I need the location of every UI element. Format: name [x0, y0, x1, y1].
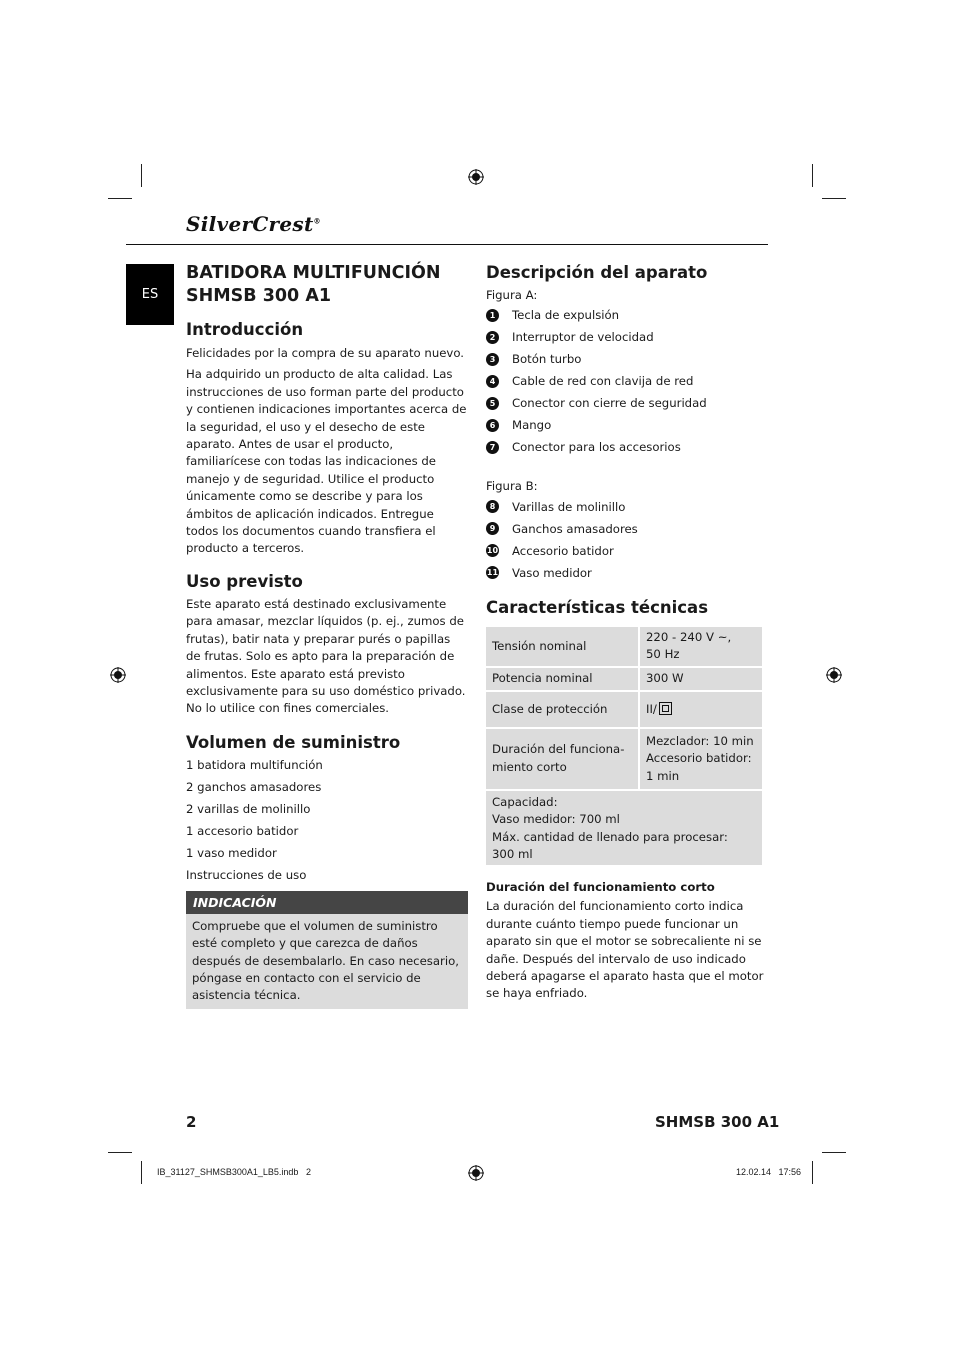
- list-item: [486, 496, 767, 518]
- list-item-label: Tecla de expulsión: [512, 308, 620, 323]
- table-row: [485, 790, 763, 867]
- crop-mark: [822, 1152, 846, 1153]
- number-badge-icon: 3: [486, 353, 499, 366]
- figure-b-label: Figura B:: [486, 479, 538, 494]
- tech-heading: Características técnicas: [486, 597, 709, 617]
- number-badge-icon: 4: [486, 375, 499, 388]
- list-item-label: Conector con cierre de seguridad: [512, 396, 707, 411]
- crop-mark: [108, 198, 132, 199]
- intro-heading: Introducción: [186, 320, 304, 339]
- list-item-label: Cable de red con clavija de red: [512, 374, 694, 389]
- number-badge-icon: 10: [486, 546, 499, 556]
- description-heading: Descripción del aparato: [486, 263, 708, 282]
- list-item-label: Ganchos amasadores: [512, 521, 638, 536]
- list-item-label: Accesorio batidor: [512, 543, 614, 558]
- crop-mark: [141, 1161, 142, 1184]
- list-item: [486, 518, 767, 540]
- list-item: [486, 392, 767, 414]
- spec-value: 220 - 240 V ~, 50 Hz: [639, 626, 763, 667]
- list-item: [486, 370, 767, 392]
- note-box: [186, 891, 468, 1009]
- crop-mark: [141, 164, 142, 187]
- spec-label: Potencia nominal: [485, 667, 639, 691]
- intro-paragraph: Felicidades por la compra de su aparato nuevo.: [186, 346, 464, 360]
- product-title: BATIDORA MULTIFUNCIÓN SHMSB 300 A1: [186, 263, 441, 306]
- table-row: [485, 728, 763, 790]
- spec-table: [484, 625, 764, 868]
- spec-label: Duración del funciona- miento corto: [485, 728, 639, 790]
- table-row: [485, 667, 763, 691]
- list-item: 1 vaso medidor: [186, 845, 277, 860]
- spec-value: Mezclador: 10 min Accesorio batidor: 1 min: [639, 728, 763, 790]
- list-item: [486, 348, 767, 370]
- note-body: [186, 914, 468, 1009]
- short-duration-heading: Duración del funcionamiento corto: [486, 880, 715, 895]
- list-item: 2 ganchos amasadores: [186, 779, 322, 794]
- protection-class-text: II/: [646, 701, 657, 716]
- supply-heading: Volumen de suministro: [186, 732, 401, 752]
- list-item-label: Conector para los accesorios: [512, 440, 681, 455]
- spec-value: 300 W: [639, 667, 763, 691]
- slug-file: IB_31127_SHMSB300A1_LB5.indb 2: [157, 1167, 311, 1177]
- list-item: [486, 562, 767, 584]
- number-badge-icon: 2: [486, 331, 499, 344]
- crop-mark: [822, 198, 846, 199]
- list-item: 2 varillas de molinillo: [186, 801, 311, 816]
- list-item: Instrucciones de uso: [186, 867, 307, 882]
- list-item: 1 batidora multifunción: [186, 757, 323, 772]
- registration-mark-icon: [468, 1165, 484, 1181]
- registration-mark-icon: [110, 667, 126, 683]
- note-heading: INDICACIÓN: [186, 891, 468, 914]
- table-row: [485, 691, 763, 728]
- intro-paragraph: Ha adquirido un producto de alta calidad. Las instrucciones de uso forman parte del producto y contienen indicaciones importantes acerca de la seguridad, el uso y el desecho de este aparato. Antes de usar el producto, familiarícese con todas las indicaciones de manejo y de seguridad. Utilice el producto únicamente como se describe y para los ámbitos de aplicación indicados. Entregue todos los documentos cuando transfiera el producto a terceros.: [186, 367, 467, 556]
- table-row: [485, 626, 763, 667]
- crop-mark: [812, 1161, 813, 1184]
- list-item-label: Interruptor de velocidad: [512, 330, 654, 345]
- number-badge-icon: 6: [486, 419, 499, 432]
- list-item: [486, 304, 767, 326]
- right-column: [486, 262, 767, 1003]
- short-duration-text: La duración del funcionamiento corto indica durante cuánto tiempo puede funcionar un aparato sin que el motor se sobrecaliente ni se dañe. Después del intervalo de uso indicado deberá apagarse el aparato hasta que el motor se haya enfriado.: [486, 899, 764, 1001]
- spec-label: Tensión nominal: [485, 626, 639, 667]
- language-tab: ES: [126, 264, 174, 325]
- use-heading: Uso previsto: [186, 571, 303, 591]
- list-item-label: Varillas de molinillo: [512, 499, 626, 514]
- page-number: 2: [186, 1113, 197, 1131]
- figure-a-list: [486, 304, 767, 458]
- use-paragraph: Este aparato está destinado exclusivamente para amasar, mezclar líquidos (p. ej., zumos de frutas), batir nata y preparar purés o papillas de frutas. Solo es apto para la preparación de alimentos. Este aparato está previsto exclusivamente para su uso doméstico privado. No lo utilice con fines comerciales.: [186, 596, 466, 716]
- number-badge-icon: 9: [486, 522, 499, 535]
- supply-list: [186, 754, 468, 886]
- footer-model: SHMSB 300 A1: [655, 1113, 780, 1131]
- list-item: [486, 436, 767, 458]
- brand-logo: SilverCrest®: [186, 212, 321, 236]
- list-item: [486, 540, 767, 562]
- number-badge-icon: 7: [486, 441, 499, 454]
- spec-label: Clase de protección: [485, 691, 639, 728]
- number-badge-icon: 11: [486, 568, 499, 578]
- list-item-label: Botón turbo: [512, 352, 582, 367]
- header-rule: [126, 244, 768, 245]
- list-item: [486, 326, 767, 348]
- number-badge-icon: 5: [486, 397, 499, 410]
- crop-mark: [108, 1152, 132, 1153]
- registration-mark-icon: [468, 169, 484, 185]
- capacity-cell: Capacidad: Vaso medidor: 700 ml Máx. cantidad de llenado para procesar: 300 ml: [485, 790, 763, 867]
- slug-date: 12.02.14 17:56: [736, 1167, 802, 1177]
- class-ii-icon: [659, 702, 672, 715]
- number-badge-icon: 8: [486, 500, 499, 513]
- registration-mark-icon: [826, 667, 842, 683]
- list-item: 1 accesorio batidor: [186, 823, 299, 838]
- left-column: [186, 262, 468, 1009]
- list-item-label: Vaso medidor: [512, 565, 592, 580]
- crop-mark: [812, 164, 813, 187]
- note-text: Compruebe que el volumen de suministro esté completo y que carezca de daños después de desembalarlo. En caso necesario, póngase en contacto con el servicio de asistencia técnica.: [192, 918, 459, 1003]
- list-item: [486, 414, 767, 436]
- spec-value: [639, 691, 763, 728]
- list-item-label: Mango: [512, 418, 552, 433]
- number-badge-icon: 1: [486, 309, 499, 322]
- figure-a-label: Figura A:: [486, 288, 538, 302]
- figure-b-list: [486, 496, 767, 584]
